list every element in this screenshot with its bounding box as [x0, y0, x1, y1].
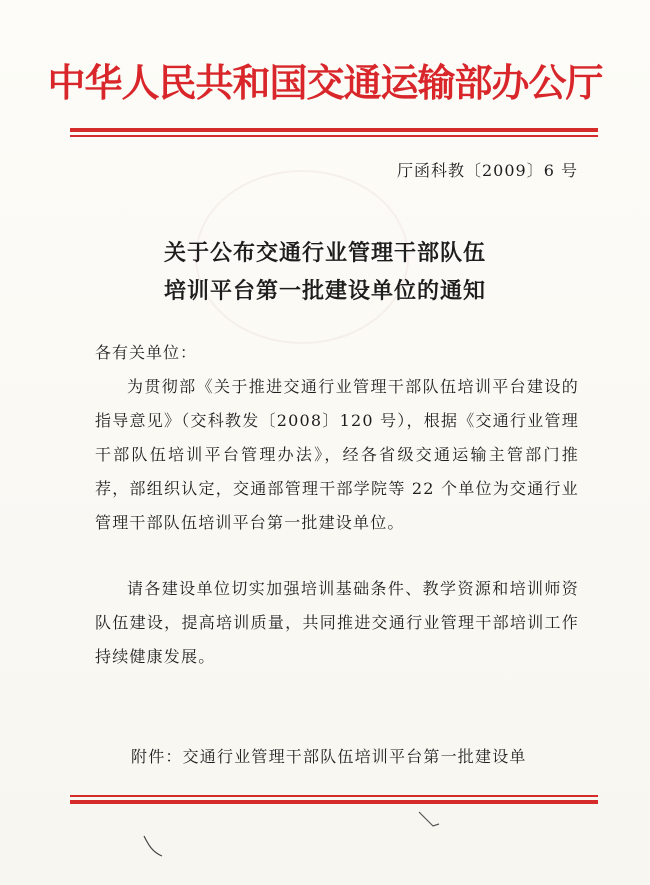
notice-title-line-1: 关于公布交通行业管理干部队伍 — [163, 241, 486, 266]
pen-mark — [140, 830, 170, 860]
body-paragraph-1: 为贯彻部《关于推进交通行业管理干部队伍培训平台建设的指导意见》（交科教发〔2008〕120 号），根据《交通行业管理干部队伍培训平台管理办法》，经各省级交通运输主管部门推荐，部组织认定，交通部管理干部学院等 22 个单位为交通行业管理干部队伍培训平台第一批建设单位。 — [95, 377, 579, 532]
red-footer-rule-thin — [70, 795, 598, 797]
red-header-rule-thin — [70, 135, 598, 137]
body-paragraph-2: 请各建设单位切实加强培训基础条件、教学资源和培训师资队伍建设，提高培训质量，共同推进交通行业管理干部培训工作持续健康发展。 — [95, 579, 579, 666]
salutation: 各有关单位： — [95, 343, 198, 362]
notice-title-line-2: 培训平台第一批建设单位的通知 — [163, 279, 486, 304]
issuing-office-title: 中华人民共和国交通运输部办公厅 — [47, 61, 603, 105]
pen-mark — [415, 808, 445, 838]
document-number: 厅函科教〔2009〕6 号 — [397, 161, 578, 180]
red-footer-rule-thick — [70, 800, 598, 804]
red-header-rule-thick — [70, 128, 598, 132]
attachment-line: 附件：交通行业管理干部队伍培训平台第一批建设单 — [131, 747, 527, 766]
